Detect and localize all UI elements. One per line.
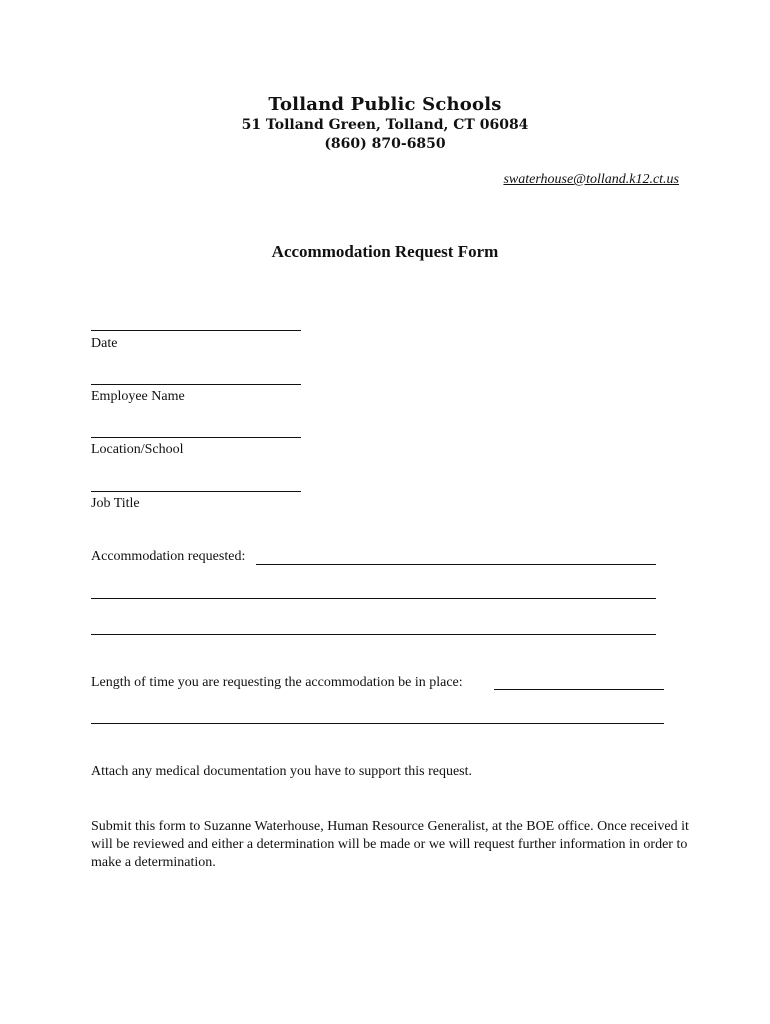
accommodation-requested-input-line[interactable] bbox=[256, 564, 656, 565]
contact-email-link[interactable]: swaterhouse@tolland.k12.ct.us bbox=[503, 172, 679, 187]
employee-name-input-line[interactable] bbox=[91, 384, 301, 385]
date-label: Date bbox=[91, 336, 118, 351]
form-title: Accommodation Request Form bbox=[271, 242, 499, 261]
location-school-label: Location/School bbox=[91, 442, 184, 457]
location-school-input-line[interactable] bbox=[91, 437, 301, 438]
employee-name-label: Employee Name bbox=[91, 389, 185, 404]
accommodation-requested-line-2[interactable] bbox=[91, 598, 656, 599]
length-of-time-label: Length of time you are requesting the accommodation be in place: bbox=[91, 675, 463, 690]
accommodation-requested-label: Accommodation requested: bbox=[91, 549, 246, 564]
length-of-time-input-line[interactable] bbox=[494, 689, 664, 690]
attach-documentation-text: Attach any medical documentation you have to support this request. bbox=[91, 764, 473, 779]
school-address: 51 Tolland Green, Tolland, CT 06084 bbox=[241, 117, 529, 133]
job-title-label: Job Title bbox=[91, 496, 140, 511]
accommodation-requested-line-3[interactable] bbox=[91, 634, 656, 635]
submit-instructions-text: Submit this form to Suzanne Waterhouse, Human Resource Generalist, at the BOE office. Once received it will be reviewed and either a determination will be made or we will request further information in order to make a determination. bbox=[91, 819, 689, 870]
length-of-time-line-2[interactable] bbox=[91, 723, 664, 724]
school-phone: (860) 870-6850 bbox=[324, 136, 446, 152]
date-input-line[interactable] bbox=[91, 330, 301, 331]
school-name: Tolland Public Schools bbox=[268, 94, 502, 115]
job-title-input-line[interactable] bbox=[91, 491, 301, 492]
